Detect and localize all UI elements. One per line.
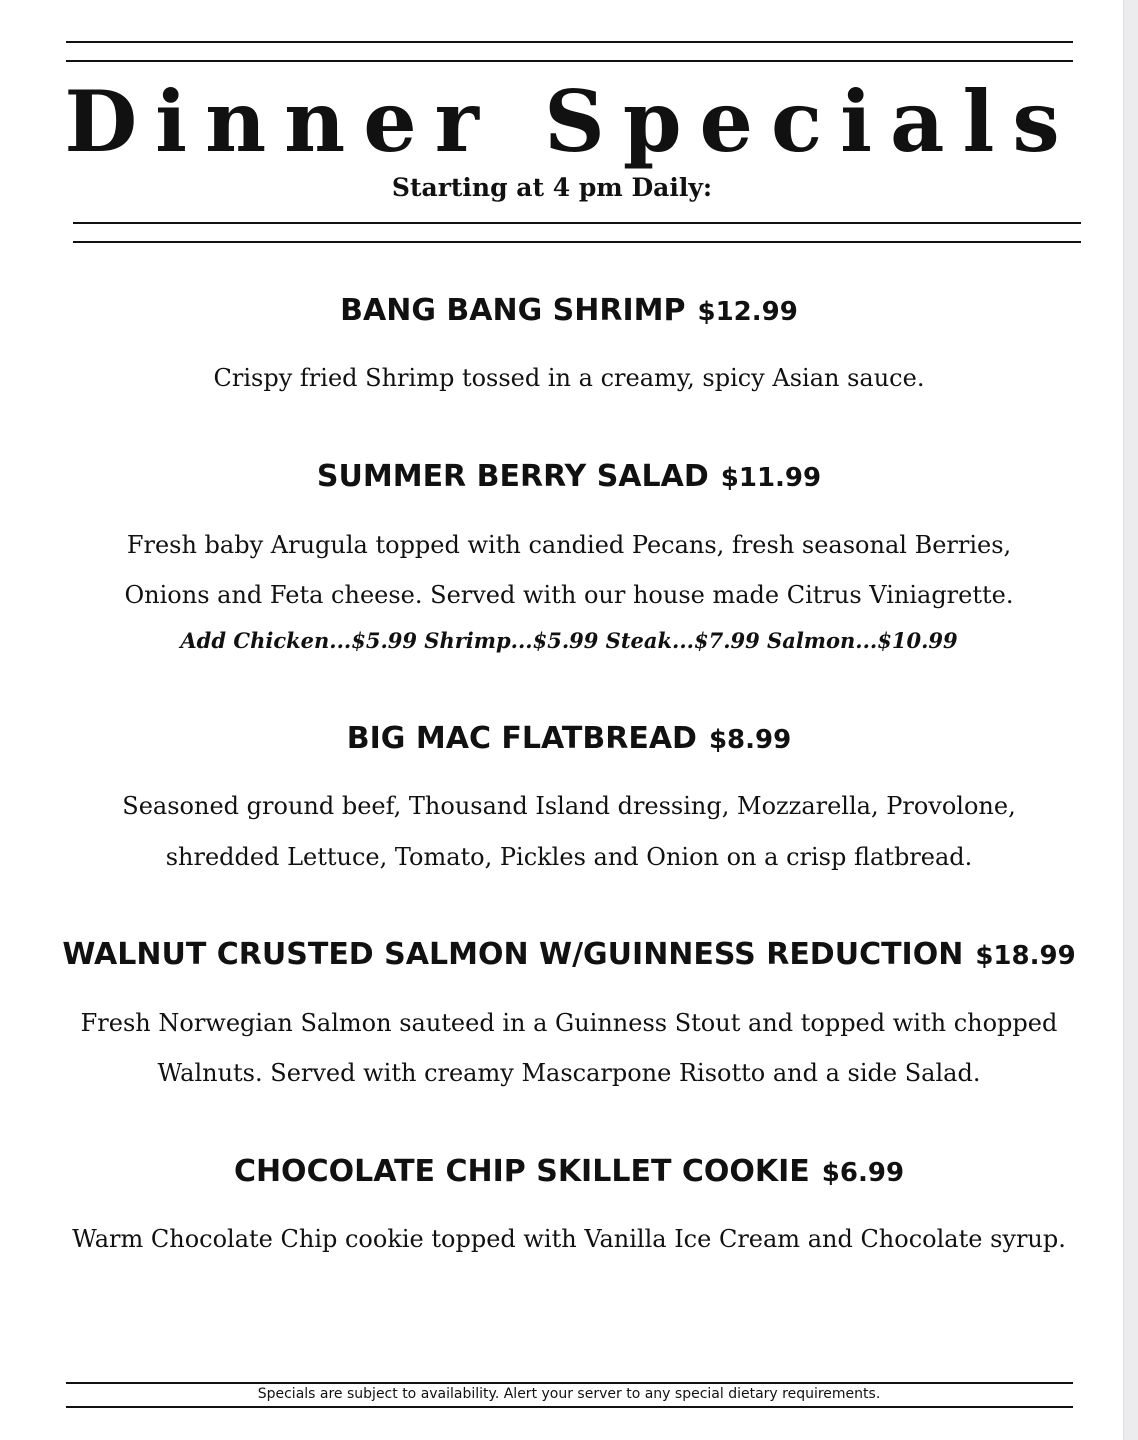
menu-item-price: $18.99: [975, 941, 1076, 971]
menu-item-name: BANG BANG SHRIMP: [340, 293, 686, 328]
menu-item-description: shredded Lettuce, Tomato, Pickles and Onion on a crisp flatbread.: [165, 843, 973, 871]
footer-rule-bottom: [66, 1406, 1073, 1408]
menu-item-name: WALNUT CRUSTED SALMON W/GUINNESS REDUCTION: [62, 937, 964, 972]
menu-item-title: [0, 458, 1138, 497]
menu-item-addons: Add Chicken...$5.99 Shrimp...$5.99 Steak...$7.99 Salmon...$10.99: [180, 628, 958, 653]
menu-item-title: [0, 292, 1138, 331]
header-rule-1: [73, 222, 1081, 224]
menu-item-name: CHOCOLATE CHIP SKILLET COOKIE: [233, 1154, 810, 1189]
menu-item-price: $12.99: [697, 297, 798, 327]
page-title: Dinner Specials: [64, 72, 1078, 171]
menu-item-description: Seasoned ground beef, Thousand Island dressing, Mozzarella, Provolone,: [122, 792, 1016, 820]
menu-item-description: Fresh baby Arugula topped with candied Pecans, fresh seasonal Berries,: [126, 531, 1012, 559]
menu-item-title: [0, 1153, 1138, 1192]
menu-item-price: $11.99: [720, 463, 822, 493]
menu-item-title: [0, 720, 1138, 759]
menu-item-price: $8.99: [708, 725, 792, 755]
menu-item-description: Walnuts. Served with creamy Mascarpone Risotto and a side Salad.: [157, 1059, 981, 1087]
menu-item-name: BIG MAC FLATBREAD: [346, 721, 697, 756]
menu-item-name: SUMMER BERRY SALAD: [316, 459, 709, 494]
menu-item-title: [0, 936, 1138, 975]
menu-item-description: Crispy fried Shrimp tossed in a creamy, spicy Asian sauce.: [213, 364, 925, 392]
top-rule-2: [66, 60, 1073, 62]
top-rule-1: [66, 41, 1073, 43]
page-subtitle: Starting at 4 pm Daily:: [391, 173, 713, 202]
menu-item-description: Warm Chocolate Chip cookie topped with Vanilla Ice Cream and Chocolate syrup.: [72, 1225, 1066, 1253]
header-rule-2: [73, 241, 1081, 243]
menu-item-description: Onions and Feta cheese. Served with our house made Citrus Viniagrette.: [124, 581, 1014, 609]
menu-item-price: $6.99: [821, 1158, 905, 1188]
menu-item-description: Fresh Norwegian Salmon sauteed in a Guinness Stout and topped with chopped: [80, 1009, 1058, 1037]
footer-note: Specials are subject to availability. Alert your server to any special dietary requirements.: [257, 1386, 881, 1402]
